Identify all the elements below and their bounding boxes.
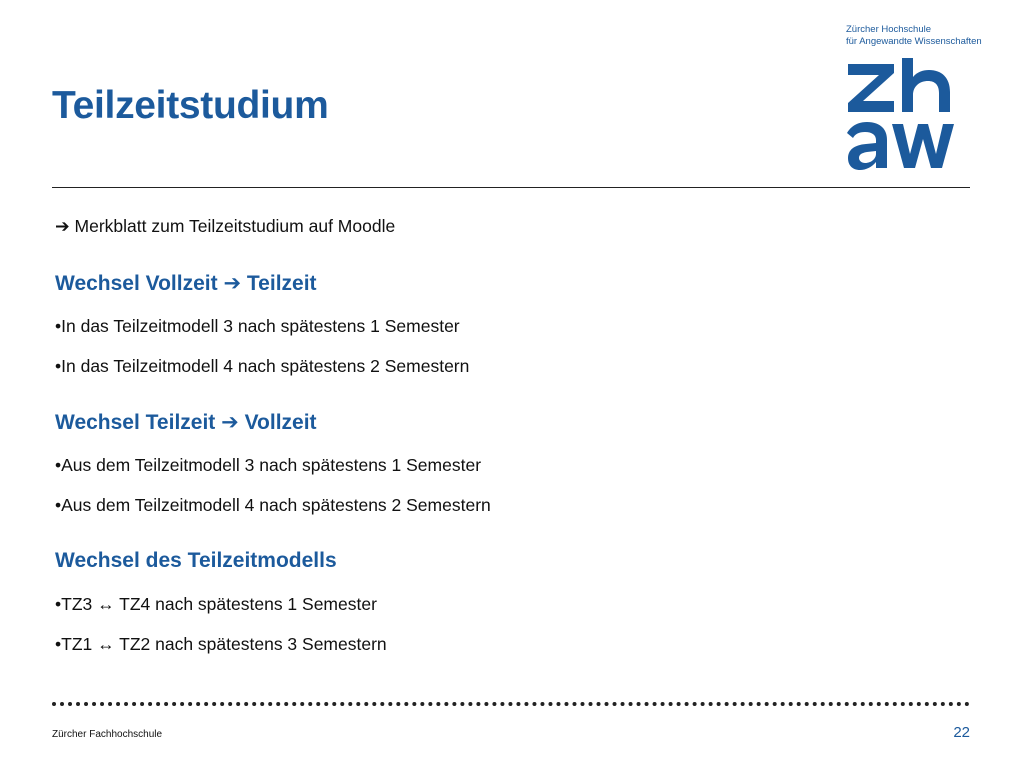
heading-left-text: Wechsel Teilzeit: [55, 411, 216, 434]
heading-right-text: Teilzeit: [246, 272, 317, 295]
logo-caption-line2: für Angewandte Wissenschaften: [846, 36, 982, 47]
arrow-right-icon: ➔: [223, 272, 242, 295]
heading-left-text: Wechsel Vollzeit: [55, 272, 218, 295]
page-number: 22: [953, 724, 970, 741]
list-item: •TZ1 ↔ TZ2 nach spätestens 3 Semestern: [55, 634, 387, 654]
list-item: •Aus dem Teilzeitmodell 4 nach spätestens 2 Semestern: [55, 495, 491, 515]
zhaw-logo: [846, 58, 954, 174]
section-heading-vollzeit-teilzeit: [55, 271, 317, 296]
list-item: •In das Teilzeitmodell 4 nach spätestens 2 Semestern: [55, 356, 470, 376]
list-item: •Aus dem Teilzeitmodell 3 nach spätestens 1 Semester: [55, 455, 482, 475]
footer-dotted-divider: [52, 702, 970, 706]
arrow-right-icon: ➔: [55, 216, 70, 236]
logo-caption-line1: Zürcher Hochschule: [846, 24, 932, 35]
title-divider: [52, 187, 970, 188]
list-item: •TZ3 ↔ TZ4 nach spätestens 1 Semester: [55, 594, 377, 614]
list-item: •In das Teilzeitmodell 3 nach spätestens 1 Semester: [55, 316, 460, 336]
intro-line[interactable]: [55, 216, 395, 237]
intro-link-text: Merkblatt zum Teilzeitstudium auf Moodle: [74, 216, 396, 236]
footer-text: Zürcher Fachhochschule: [52, 729, 163, 740]
section-heading-teilzeitmodells: Wechsel des Teilzeitmodells: [55, 549, 337, 572]
section-heading-teilzeit-vollzeit: [55, 410, 317, 435]
arrow-right-icon: ➔: [221, 411, 239, 434]
slide-title: Teilzeitstudium: [52, 84, 329, 127]
heading-right-text: Vollzeit: [244, 411, 317, 434]
logo-caption: [846, 24, 982, 48]
